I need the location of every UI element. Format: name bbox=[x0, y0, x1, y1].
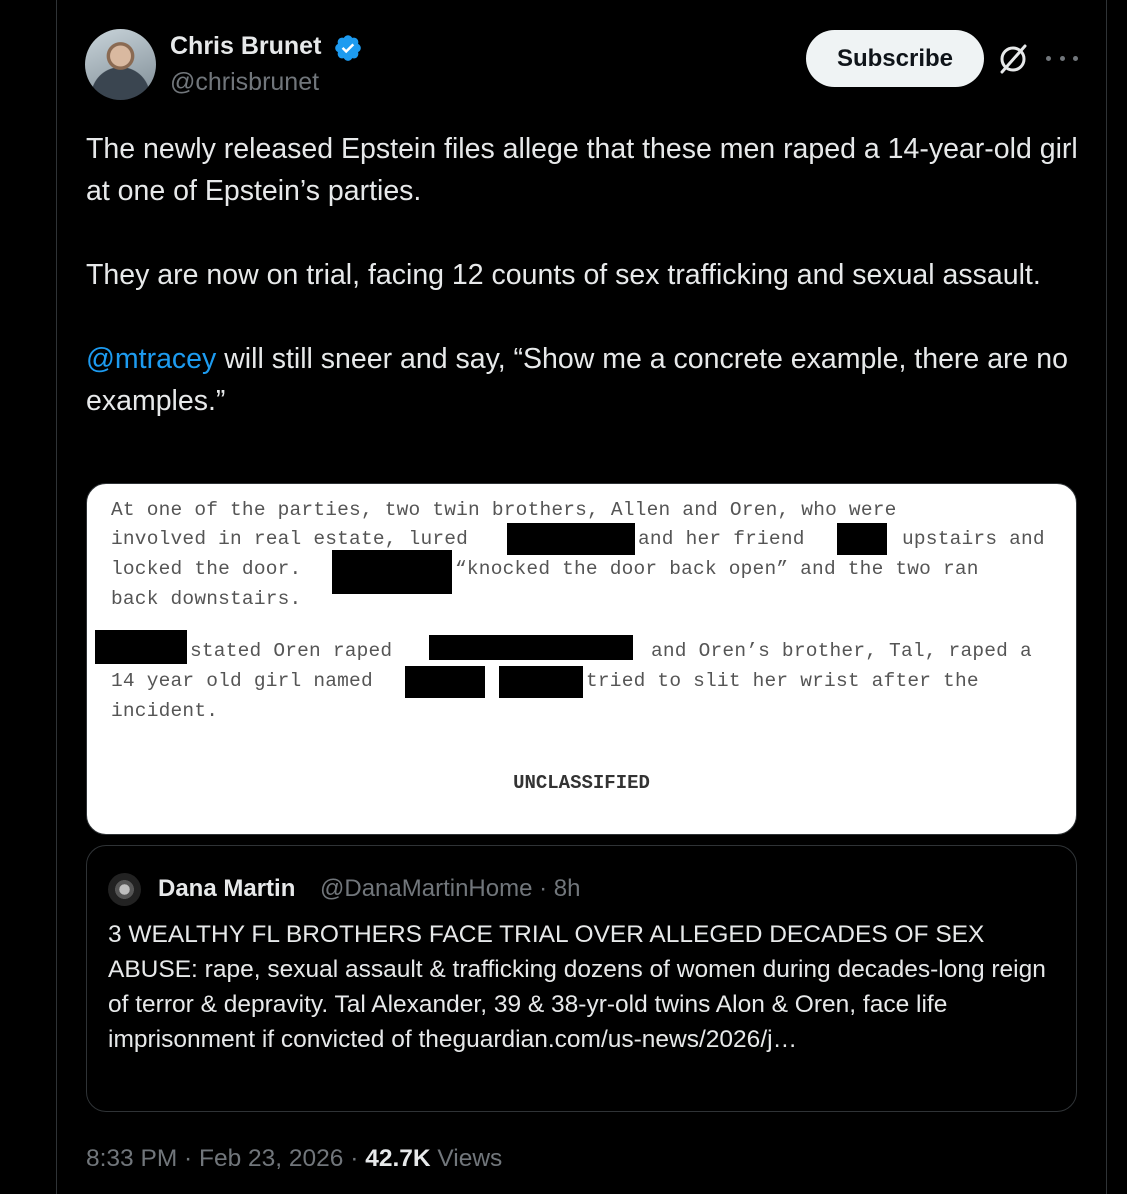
tweet-text bbox=[86, 128, 1086, 422]
doc-line-3a: locked the door. bbox=[111, 558, 302, 580]
author-name[interactable]: Chris Brunet bbox=[170, 32, 322, 60]
doc-line-4: back downstairs. bbox=[111, 588, 302, 610]
quote-author-meta: @DanaMartinHome · 8h bbox=[320, 875, 581, 902]
redaction-block bbox=[499, 666, 583, 698]
redaction-block bbox=[405, 666, 485, 698]
doc-line-1: At one of the parties, two twin brothers, Allen and Oren, who were bbox=[111, 499, 897, 521]
views-count: 42.7K bbox=[365, 1145, 431, 1172]
tweet-paragraph-3 bbox=[86, 338, 1086, 422]
redaction-block bbox=[95, 630, 187, 664]
grok-icon[interactable] bbox=[996, 42, 1030, 76]
doc-line-6a: 14 year old girl named bbox=[111, 670, 373, 692]
verified-badge-icon[interactable] bbox=[333, 33, 363, 63]
doc-line-7: incident. bbox=[111, 700, 219, 722]
more-options-icon[interactable] bbox=[1046, 43, 1078, 73]
doc-line-2b: and her friend bbox=[638, 528, 805, 550]
doc-line-2c: upstairs and bbox=[902, 528, 1045, 550]
classification-marking: UNCLASSIFIED bbox=[513, 772, 650, 794]
views-label: Views bbox=[430, 1145, 503, 1172]
doc-line-3b: “knocked the door back open” and the two ran bbox=[455, 558, 979, 580]
redaction-block bbox=[332, 550, 452, 594]
redaction-block bbox=[837, 523, 887, 555]
quote-author-name[interactable]: Dana Martin bbox=[158, 875, 296, 902]
tweet-footer bbox=[86, 1145, 502, 1173]
document-image[interactable] bbox=[86, 483, 1077, 835]
tweet-timestamp[interactable]: 8:33 PM · Feb 23, 2026 · bbox=[86, 1145, 366, 1172]
author-avatar[interactable] bbox=[85, 29, 156, 100]
timeline-right-border bbox=[1106, 0, 1107, 1194]
doc-line-2a: involved in real estate, lured bbox=[111, 528, 469, 550]
quote-text: 3 WEALTHY FL BROTHERS FACE TRIAL OVER ALLEGED DECADES OF SEX ABUSE: rape, sexual assault & trafficking dozens of women during decades-long reign of terror & depravity. Tal Alexander, 39 & 38-yr-old twins Alon & Oren, face life imprisonment if convicted of theguardian.com/us-news/2026/j… bbox=[108, 921, 1046, 1053]
doc-line-5a: stated Oren raped bbox=[190, 640, 393, 662]
doc-line-5b: and Oren’s brother, Tal, raped a bbox=[651, 640, 1032, 662]
quoted-tweet[interactable] bbox=[86, 845, 1077, 1112]
tweet-paragraph-2: They are now on trial, facing 12 counts of sex trafficking and sexual assault. bbox=[86, 259, 1041, 291]
mention-link[interactable]: @mtracey bbox=[86, 343, 217, 375]
redaction-block bbox=[429, 635, 633, 660]
redaction-block bbox=[507, 523, 635, 555]
subscribe-button[interactable]: Subscribe bbox=[806, 30, 984, 87]
tweet-paragraph-1: The newly released Epstein files allege that these men raped a 14-year-old girl at one of Epstein’s parties. bbox=[86, 133, 1078, 207]
author-handle[interactable]: @chrisbrunet bbox=[170, 68, 320, 96]
doc-line-6b: tried to slit her wrist after the bbox=[586, 670, 979, 692]
quote-author-avatar[interactable] bbox=[108, 873, 141, 906]
timeline-left-border bbox=[56, 0, 57, 1194]
tweet-paragraph-3-text: will still sneer and say, “Show me a concrete example, there are no examples.” bbox=[86, 343, 1068, 417]
